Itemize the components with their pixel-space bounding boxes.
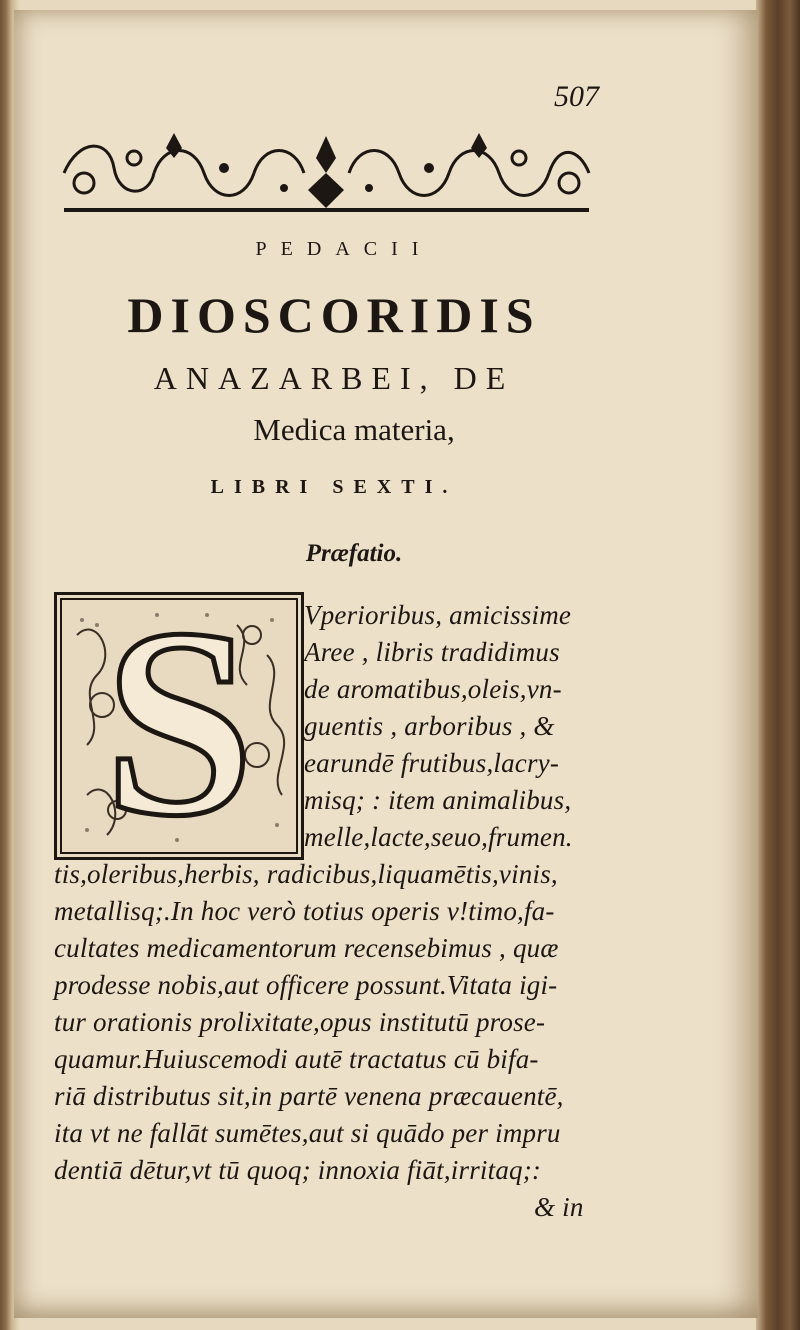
body-line: prodesse nobis,aut officere possunt.Vitata igi- xyxy=(54,970,558,1000)
body-line: dentiā dētur,vt tū quoq; innoxia fiāt,irritaq;: xyxy=(54,1155,542,1185)
body-line: metallisq;.In hoc verò totius operis v!timo,fa- xyxy=(54,896,555,926)
body-line: tis,oleribus,herbis, radicibus,liquamētis,vinis, xyxy=(54,859,558,889)
title-line-4: Medica materia, xyxy=(253,412,455,447)
body-line: cultates medicamentorum recensebimus , quæ xyxy=(54,933,559,963)
title-line-2: DIOSCORIDIS xyxy=(127,287,541,343)
page-edges xyxy=(756,0,800,1330)
body-line: Aree , libris tradidimus xyxy=(304,637,560,667)
body-line: misq; : item animalibus, xyxy=(304,785,572,815)
title-line-1: PEDACII xyxy=(255,238,433,260)
body-line: guentis , arboribus , & xyxy=(304,711,555,741)
body-line: de aromatibus,oleis,vn- xyxy=(304,674,562,704)
page xyxy=(14,10,758,1318)
title-line-5: LIBRI SEXTI. xyxy=(210,476,458,498)
body-line: earundē frutibus,lacry- xyxy=(304,748,560,778)
body-line: ita vt ne fallāt sumētes,aut si quādo per impru xyxy=(54,1118,561,1148)
body-line: quamur.Huiuscemodi autē tractatus cū bifa- xyxy=(54,1044,539,1074)
title-line-3: ANAZARBEI, DE xyxy=(153,360,515,396)
catchword: & in xyxy=(534,1192,584,1222)
initial-letter: S xyxy=(103,573,255,872)
body-line: tur orationis prolixitate,opus institutū prose- xyxy=(54,1007,546,1037)
decorated-initial xyxy=(54,573,304,872)
section-title: Præfatio. xyxy=(305,540,403,567)
page-number: 507 xyxy=(554,80,599,113)
ornamental-headpiece xyxy=(54,128,599,218)
body-line: Vperioribus, amicissime xyxy=(304,600,572,630)
body-line: riā distributus sit,in partē venena præcauentē, xyxy=(54,1081,564,1111)
body-line: melle,lacte,seuo,frumen. xyxy=(304,822,573,852)
